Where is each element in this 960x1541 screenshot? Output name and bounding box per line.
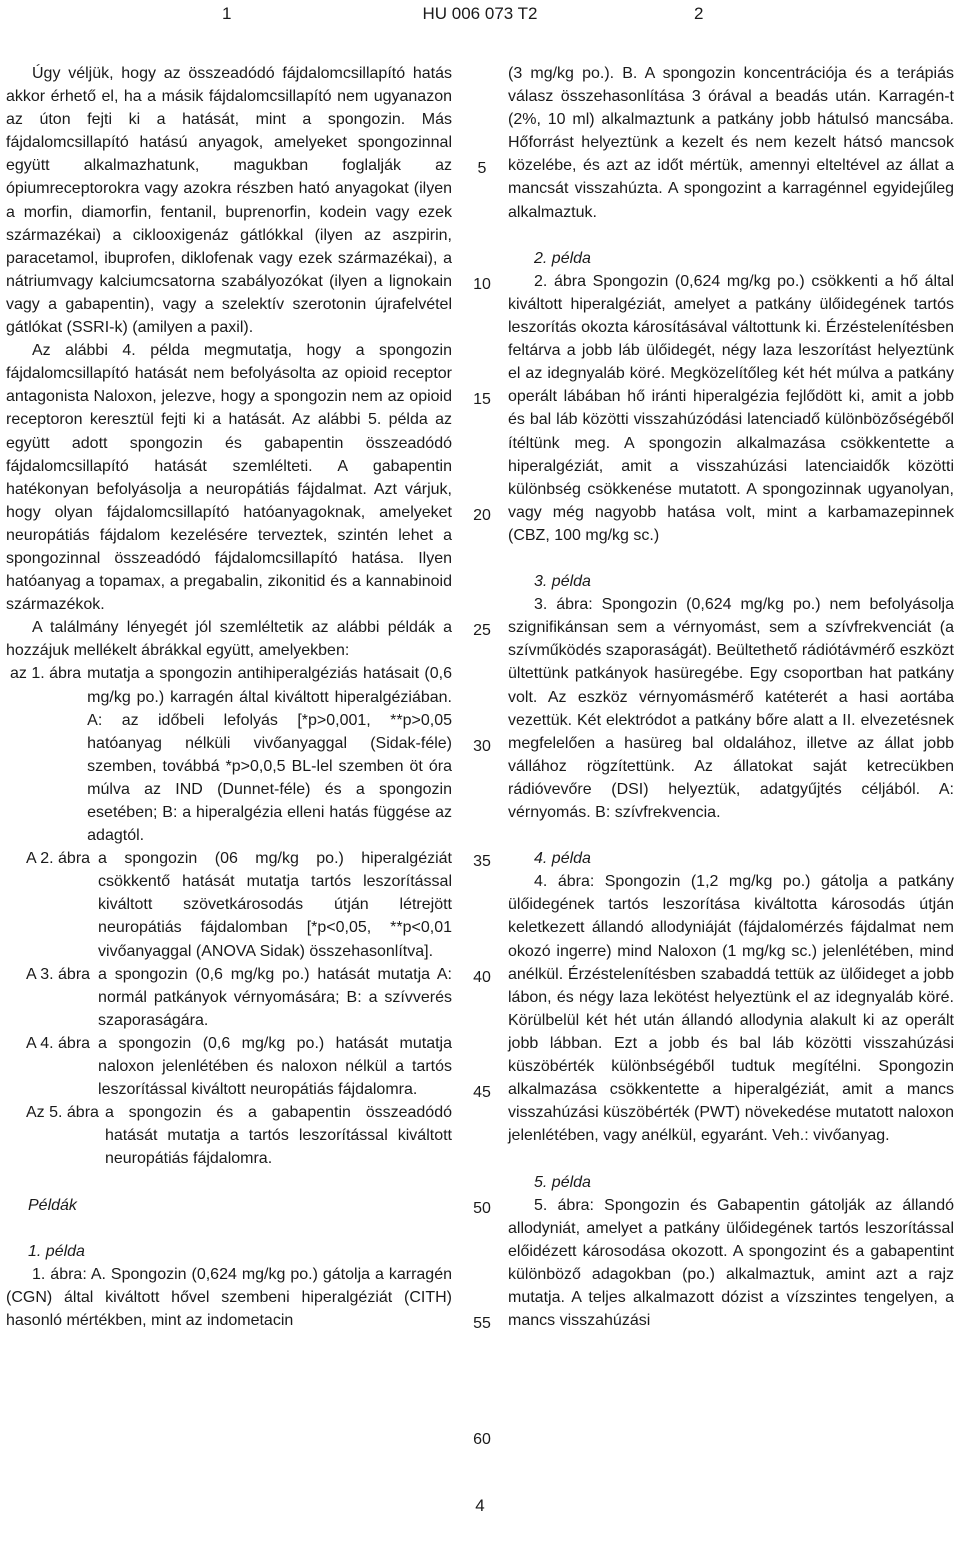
- example-2-text: 2. ábra Spongozin (0,624 mg/kg po.) csökkenti a hő által kiváltott hiperalgéziát, amelyet a patkány ülőidegének tartós leszorítás okozta károsításával váltottunk ki. Érzéstelenítésben feltárva a jobb láb ülőidegét, négy laza leszorítást helyeztünk el az idegnyaláb köré. Megközelítőleg két hét múlva a patkány operált lábában hő iránti hiperalgézia fejlődött ki, amit a jobb és bal láb közötti visszahúzódási latenciadő különbözőségéből ítéltünk meg. A spongozin alkalmazása csökkentette a hiperalgéziát, amit a visszahúzási latenciaidők közötti különbség csökkenése mutatott. A spongozinnak ugyanolyan, vagy még nagyobb hatása volt, mint a karbamazepinnek (CBZ, 100 mg/kg sc.): [508, 272, 954, 544]
- figure-label: az 1. ábra: [10, 665, 82, 683]
- line-number: 60: [473, 1431, 491, 1448]
- paragraph-additive-effect: Úgy véljük, hogy az összeadódó fájdalomcsillapító hatás akkor érhető el, ha a másik fájdalomcsillapító nem ugyanazon az úton fejti ki a hatását, mint a spongozin. Más fájdalomcsillapító hatású anyagok, amelyeket spongozinnal együtt alkalmazhatunk, magukban foglalják az ópiumreceptorokra vagy azokra részben ható anyagokat (ilyen a morfin, diamorfin, fentanil, buprenorfin, kodein vagy ezek származékai) a ciklooxigenáz gátlókkal (ilyen az aszpirin, paracetamol, ibuprofen, diklofenak vagy ezek származékai), a nátriumvagy kalciumcsatorna szabályozókat (ilyen a lignokain vagy a gabapentin), vagy a szelektív szerotonin újrafelvétel gátlókat (SSRI-k) (amilyen a paxil).: [6, 65, 452, 337]
- paragraph-figures-intro: A találmány lényegét jól szemléltetik az alábbi példák a hozzájuk mellékelt ábrákkal együtt, amelyekben:: [6, 619, 452, 660]
- header-page-left: 1: [222, 4, 232, 23]
- figure-label: A 2. ábra: [26, 850, 91, 868]
- figure-text: mutatja a spongozin antihiperalgéziás hatásait (0,6 mg/kg po.) karragén által kiváltott hiperalgéziában. A: az időbeli lefolyás [*p>0,001, **p>0,05 hatóanyag nélküli vivőanyaggal (Sidak-féle) szemben, továbbá *p>0,0,5 BL-lel szemben öt óra múlva az IND (Dunnet-féle) és a spongozin esetében; B: a hiperalgézia elleni hatás függése az adagtól.: [87, 665, 452, 845]
- paragraph-examples-overview: Az alábbi 4. példa megmutatja, hogy a spongozin fájdalomcsillapító hatását nem befolyásolta az opioid receptor antagonista Naloxon, jelezve, hogy a spongozin nem az opioid receptoron keresztül fejti ki a hatását. Az alábbi 5. példa az együtt adott spongozin és gabapentin összeadódó fájdalomcsillapító hatását szemlélteti. A gabapentin hatékonyan befolyásolja a neuropátiás fájdalmat. Azt várjuk, hogy olyan fájdalomcsillapító hatóanyagoknak, amelyeket neuropátiás fájdalom kezelésére terveztek, szintén lehet a spongozinnal összeadódó fájdalomcsillapító hatása. Ilyen hatóanyag a topamax, a pregabalin, zikonitid és a kannabinoid származékok.: [6, 342, 452, 614]
- left-column: [6, 62, 452, 1332]
- figure-description-5: [6, 1101, 452, 1170]
- example-2-heading: 2. példa: [534, 249, 591, 267]
- example-5-heading: 5. példa: [534, 1173, 591, 1191]
- line-number: 50: [473, 1200, 491, 1217]
- header-document-number: HU 006 073 T2: [422, 4, 538, 23]
- example-3-heading: 3. példa: [534, 573, 591, 591]
- example-1-text: 1. ábra: A. Spongozin (0,624 mg/kg po.) gátolja a karragén (CGN) által kiváltott hővel szembeni hiperalgéziát (CITH) hasonló mértékben, mint az indometacin: [6, 1265, 452, 1330]
- line-number: 5: [477, 160, 487, 177]
- figure-text: a spongozin (0,6 mg/kg po.) hatását mutatja naloxon jelenlétében és naloxon nélkül a tartós leszorítással kiváltott neuropátiás fájdalomra.: [98, 1034, 452, 1099]
- line-number: 25: [473, 622, 491, 639]
- line-number: 45: [473, 1084, 491, 1101]
- page-number: 4: [475, 1496, 485, 1515]
- line-number: 15: [473, 391, 491, 408]
- figure-text: a spongozin és a gabapentin összeadódó hatását mutatja a tartós leszorítással kiváltott neuropátiás fájdalomra.: [104, 1104, 452, 1168]
- line-number: 20: [473, 507, 491, 524]
- paragraph-example-1-continued: (3 mg/kg po.). B. A spongozin koncentrációja és a terápiás válasz összehasonlítása 3 órával a beadás után. Karragén-t (2%, 10 ml) alkalmaztunk a patkány jobb hátulsó mancsába. Hőforrást helyeztünk a kezelt és nem kezelt hátsó mancsok közelébe, és azt az időt mértük, amennyi elteltével az állat a mancsát visszahúzta. A spongozint a karragénnel egyidejűleg alkalmaztuk.: [508, 65, 954, 221]
- figure-description-2: [6, 847, 452, 962]
- line-number: 10: [473, 276, 491, 293]
- figure-text: a spongozin (06 mg/kg po.) hiperalgéziát csökkentő hatását mutatja tartós leszorítással kiváltott szövetkárosodás útján létrejött neuropátiás fájdalomban [*p<0,05, **p<0,01 vivőanyaggal (ANOVA Sidak) összehasonlítva].: [98, 850, 452, 960]
- line-number: 40: [473, 969, 491, 986]
- example-5-text: 5. ábra: Spongozin és Gabapentin gátolják az állandó allodyniát, amelyet a patkány ülőidegének tartós leszorítással előidézett károsodása okozott. A spongozint és a gabapentint különböző adagokban (po.) alkalmaztuk, amint azt a rajz mutatja. A teljes alkalmazott dózist a vízszintes tengelyen, a mancs visszahúzási: [508, 1196, 954, 1330]
- example-4-text: 4. ábra: Spongozin (1,2 mg/kg po.) gátolja a patkány ülőidegének tartós leszorítása kiváltotta károsodás útján keletkezett állandó allodyniáját (fájdalomérzés fájdalmat nem okozó ingerre) mind Naloxon (1 mg/kg sc.) jelenlétében, mind anélkül. Érzéstelenítésben szabaddá tettük az ülőideget a jobb lábon, és négy laza lekötést helyeztünk el az idegnyaláb köré. Körülbelül két hét után állandó allodynia alakult ki az operált jobb lábban. Ezt a jobb és bal láb közötti visszahúzási küszöbérték különbségéből tudtuk megítélni. Spongozin alkalmazása csökkentette a hiperalgéziát, amit a mancs visszahúzási küszöbérték (PWT) növekedése mutatott naloxon jelenlétében, vagy anélkül, egyaránt. Veh.: vivőanyag.: [508, 873, 954, 1145]
- header-page-right: 2: [694, 4, 704, 23]
- figure-description-1: [6, 662, 452, 847]
- examples-heading: Példák: [28, 1196, 77, 1214]
- right-column: [508, 62, 954, 1332]
- figure-description-4: [6, 1032, 452, 1101]
- figure-text: a spongozin (0,6 mg/kg po.) hatását mutatja A: normál patkányok vérnyomására; B: a szívverés szaporaságára.: [98, 965, 452, 1029]
- figure-label: Az 5. ábra: [26, 1104, 99, 1122]
- figure-description-3: [6, 963, 452, 1032]
- figure-label: A 3. ábra: [26, 965, 91, 983]
- example-3-text: 3. ábra: Spongozin (0,624 mg/kg po.) nem befolyásolja szignifikánsan sem a vérnyomást, sem a szívfrekvenciát (a szívműködés szaporaságát). Beültethető rádiótávmérő eszközt ültettünk patkányok hasüregébe. Egy csoportban hat patkány volt. Az eszköz vérnyomásmérő katéterét a hasi aortába vezettük. Két elektródot a patkány bőre alatt a II. elvezetésnek megfelelően a hasüreg bal oldalához, illetve az állat jobb vállához rögzítettünk. Az állatokat saját ketrecükben rádióvevőre (DSI) helyeztük, adatgyűjtés céljából. A: vérnyomás. B: szívfrekvencia.: [508, 596, 954, 821]
- line-number: 35: [473, 853, 491, 870]
- figure-label: A 4. ábra: [26, 1034, 91, 1052]
- line-number: 55: [473, 1315, 491, 1332]
- line-number: 30: [473, 738, 491, 755]
- example-1-heading: 1. példa: [28, 1242, 85, 1260]
- example-4-heading: 4. példa: [534, 850, 591, 868]
